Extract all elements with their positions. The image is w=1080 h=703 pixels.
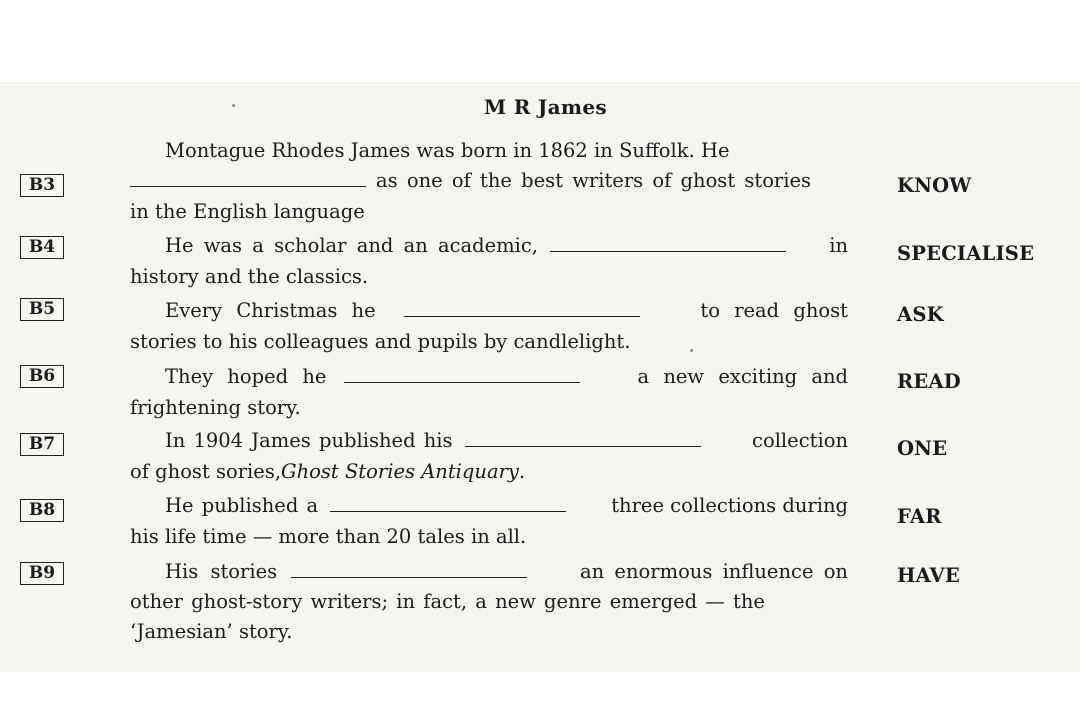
- passage-text: a new exciting and: [637, 365, 848, 388]
- passage-line: [130, 166, 848, 196]
- passage-text: to read ghost: [700, 299, 848, 322]
- keyword-b5: ASK: [897, 303, 944, 326]
- page-title: M R James: [484, 95, 607, 119]
- passage-text: collection: [752, 429, 848, 452]
- book-title: Ghost Stories Antiquary: [281, 460, 519, 483]
- question-number-b4: B4: [20, 236, 64, 259]
- passage-line: [130, 327, 848, 357]
- answer-blank-b4[interactable]: [550, 251, 786, 252]
- answer-blank-b6[interactable]: [344, 382, 580, 383]
- passage-text: his life time — more than 20 tales in all.: [130, 525, 527, 548]
- keyword-b3: KNOW: [897, 174, 972, 197]
- passage-text: an enormous influence on: [580, 560, 848, 583]
- passage-line: [130, 393, 848, 423]
- question-number-b7: B7: [20, 433, 64, 456]
- keyword-b6: READ: [897, 370, 961, 393]
- passage-text: In 1904 James published his: [165, 429, 453, 452]
- passage-text: as one of the best writers of ghost stories: [376, 169, 812, 192]
- keyword-b4: SPECIALISE: [897, 242, 1035, 265]
- answer-blank-b5[interactable]: [404, 316, 640, 317]
- passage-text: ‘Jamesian’ story.: [130, 620, 293, 643]
- passage-text: He published a: [165, 494, 319, 517]
- passage-line: [130, 426, 848, 456]
- passage-line: [130, 197, 848, 227]
- passage-text: in: [829, 234, 848, 257]
- passage-line: [130, 136, 848, 166]
- question-number-b9: B9: [20, 562, 64, 585]
- passage-text: stories to his colleagues and pupils by candlelight.: [130, 330, 631, 353]
- print-speck: [690, 349, 693, 352]
- question-number-b6: B6: [20, 365, 64, 388]
- passage-text: He was a scholar and an academic,: [165, 234, 538, 257]
- passage-text: They hoped he: [165, 365, 327, 388]
- answer-blank-b7[interactable]: [465, 446, 701, 447]
- passage-line: [130, 557, 848, 587]
- passage-text: His stories: [165, 560, 278, 583]
- passage-line: [130, 362, 848, 392]
- passage-text: of ghost sories,: [130, 460, 282, 483]
- passage-text: in the English language: [130, 200, 365, 223]
- question-number-b8: B8: [20, 499, 64, 522]
- passage-text: three collections during: [611, 494, 848, 517]
- keyword-b7: ONE: [897, 437, 948, 460]
- passage-text: Montague Rhodes James was born in 1862 in Suffolk. He: [165, 139, 730, 162]
- answer-blank-b3[interactable]: [130, 186, 366, 187]
- passage-text: history and the classics.: [130, 265, 369, 288]
- passage-line: [130, 262, 848, 292]
- passage-text: Every Christmas he: [165, 299, 376, 322]
- passage-text: .: [518, 460, 526, 483]
- passage-text: other ghost-story writers; in fact, a new genre emerged — the: [130, 590, 765, 613]
- passage-line: [130, 296, 848, 326]
- question-number-b5: B5: [20, 298, 64, 321]
- keyword-b8: FAR: [897, 505, 942, 528]
- passage-line: [130, 491, 848, 521]
- passage-line: [130, 617, 848, 647]
- passage-line: [130, 457, 848, 487]
- print-speck: [232, 104, 235, 107]
- answer-blank-b8[interactable]: [330, 511, 566, 512]
- answer-blank-b9[interactable]: [291, 577, 527, 578]
- passage-line: [130, 587, 848, 617]
- passage-line: [130, 522, 848, 552]
- passage-line: [130, 231, 848, 261]
- question-number-b3: B3: [20, 174, 64, 197]
- keyword-b9: HAVE: [897, 564, 960, 587]
- passage-text: frightening story.: [130, 396, 301, 419]
